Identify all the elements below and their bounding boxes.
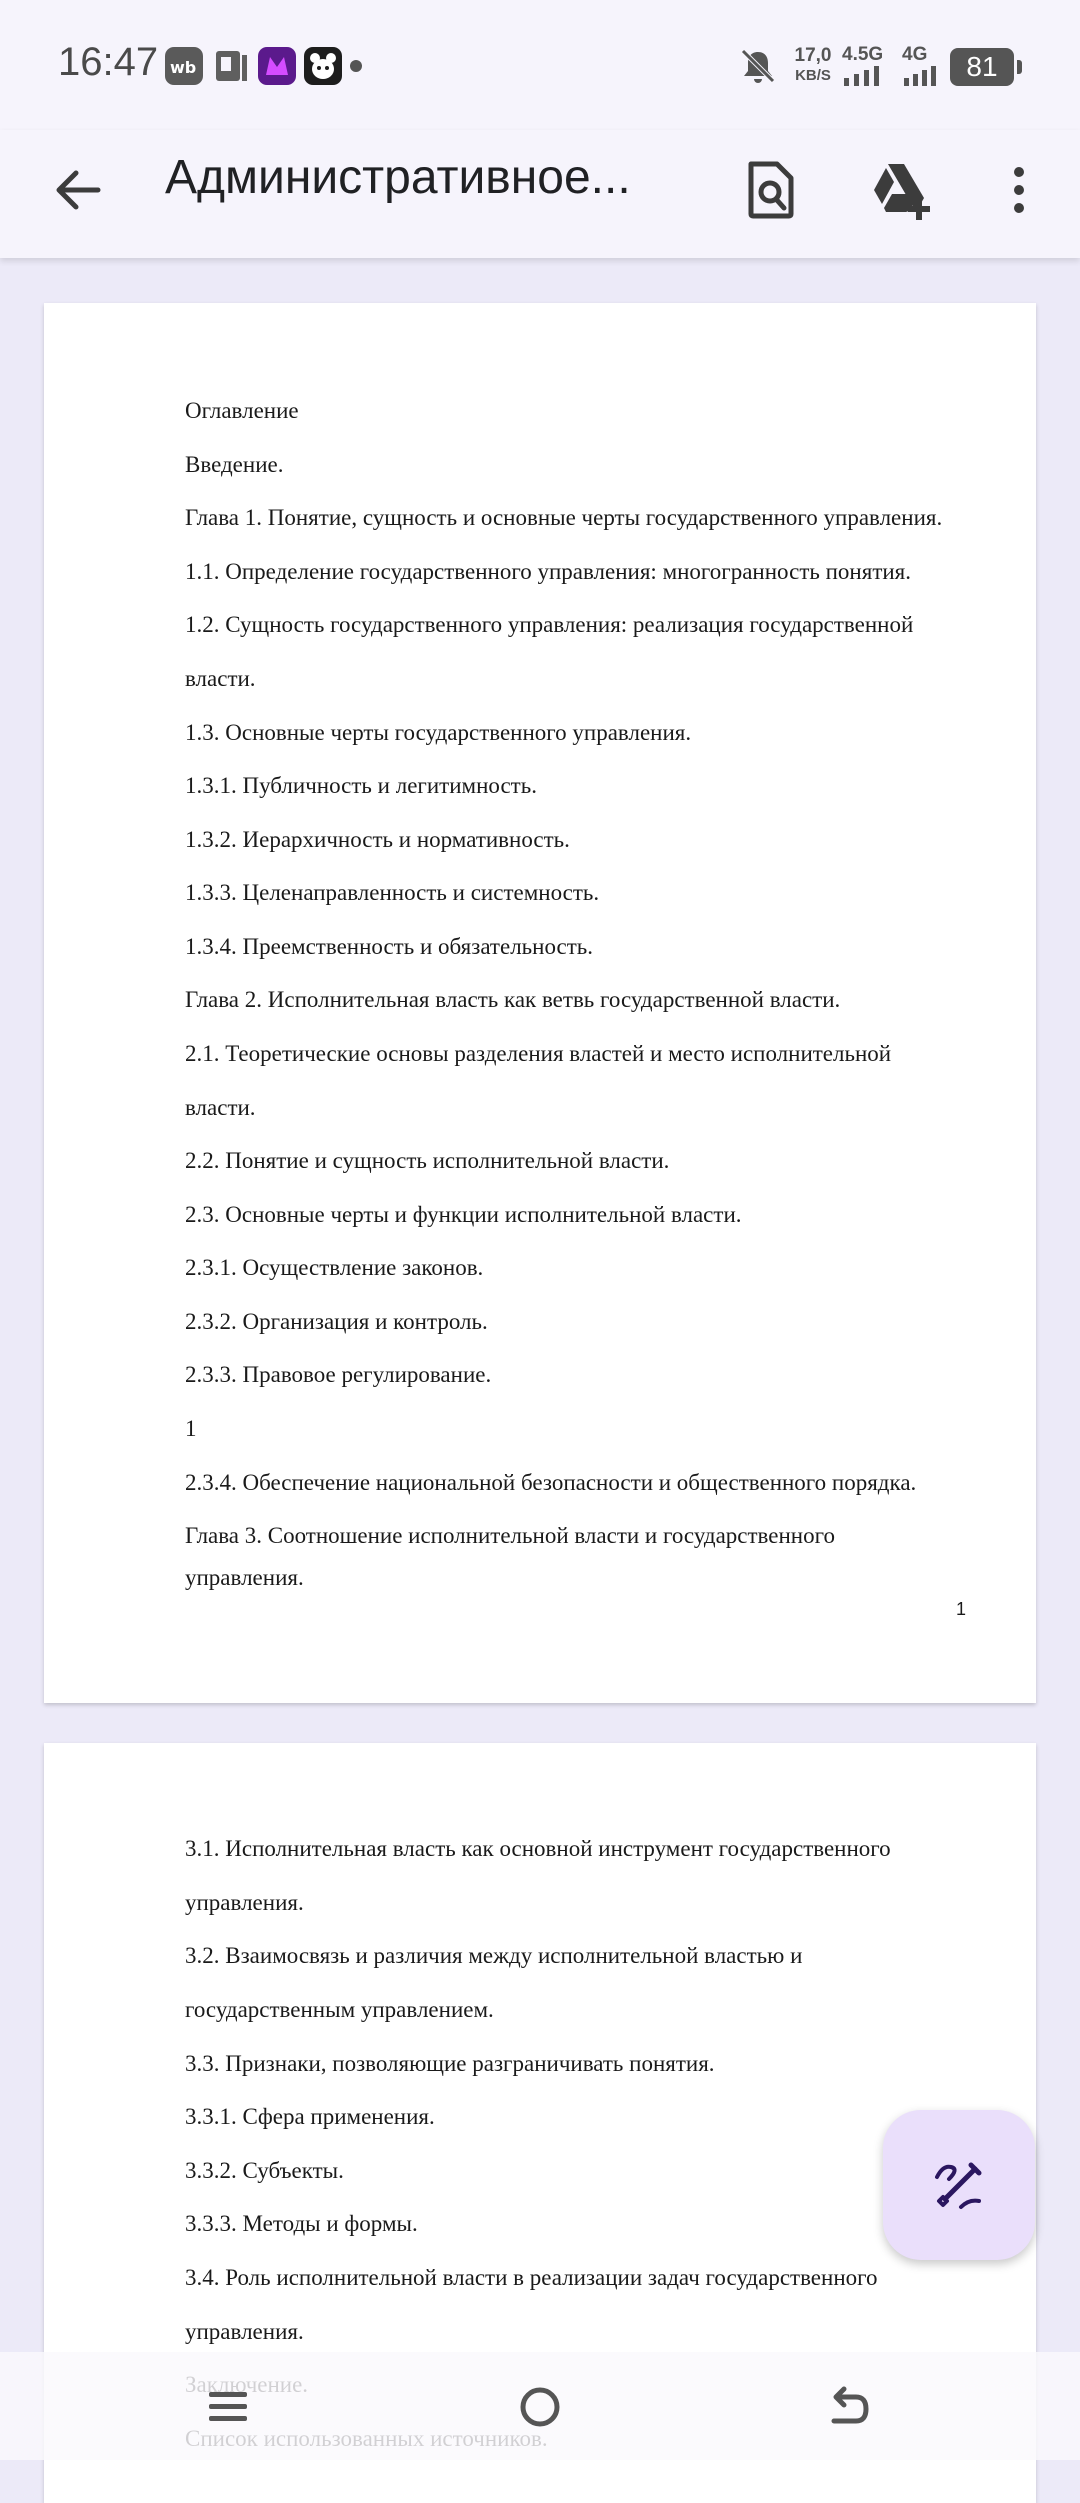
document-title: Административное...: [165, 151, 631, 204]
back-button[interactable]: [38, 150, 118, 230]
toc-line: 2.1. Теоретические основы разделения властей и место исполнительной: [185, 1041, 892, 1066]
toc-line: 2.2. Понятие и сущность исполнительной власти.: [185, 1148, 670, 1173]
edit-document-button[interactable]: [883, 2110, 1035, 2260]
game-app-icon: [258, 47, 296, 85]
status-time: 16:47: [58, 40, 159, 84]
toc-line: 3.1. Исполнительная власть как основной инструмент государственного: [185, 1836, 891, 1861]
signal-1: [842, 44, 890, 91]
home-circle-icon: [518, 2385, 562, 2429]
signal-bars-icon: [842, 66, 890, 86]
toc-line: 1.3.1. Публичность и легитимность.: [185, 773, 537, 798]
wildberries-app-icon: [165, 47, 203, 85]
signal-1-label: 4.5G: [842, 44, 884, 65]
toc-line: Глава 1. Понятие, сущность и основные черты государственного управления.: [185, 505, 943, 530]
toc-line: Введение.: [185, 452, 284, 477]
toc-line: 3.3.1. Сфера применения.: [185, 2104, 435, 2129]
toc-line: 1.3.2. Иерархичность и нормативность.: [185, 827, 570, 852]
toc-line: 2.3.4. Обеспечение национальной безопасности и общественного порядка.: [185, 1470, 917, 1495]
home-button[interactable]: [500, 2372, 580, 2442]
find-in-page-button[interactable]: [731, 150, 811, 230]
add-to-drive-button[interactable]: [862, 150, 942, 230]
toc-line: Глава 3. Соотношение исполнительной власти и государственного: [185, 1523, 835, 1548]
more-vert-icon: [1009, 164, 1029, 216]
find-in-page-icon: [743, 160, 799, 220]
page-number: 1: [956, 1599, 967, 1619]
toc-line: 2.3.1. Осуществление законов.: [185, 1255, 484, 1280]
toc-line: 1.1. Определение государственного управления: многогранность понятия.: [185, 559, 912, 584]
toc-line: 3.4. Роль исполнительной власти в реализации задач государственного: [185, 2265, 878, 2290]
toc-line: власти.: [185, 666, 256, 691]
toc-line: управления.: [185, 1565, 304, 1590]
toc-line: 1.3.4. Преемственность и обязательность.: [185, 934, 594, 959]
toc-line: 3.2. Взаимосвязь и различия между исполнительной властью и: [185, 1943, 803, 1968]
app-bar: [0, 130, 1080, 258]
bear-app-icon: [304, 47, 342, 85]
back-arrow-icon: [824, 2385, 872, 2429]
signal-2: [902, 44, 942, 91]
toc-line: 2.3.3. Правовое регулирование.: [185, 1362, 492, 1387]
toc-line: 2.3.2. Организация и контроль.: [185, 1309, 488, 1334]
toc-line: 3.3.3. Методы и формы.: [185, 2211, 418, 2236]
toc-line: 1.2. Сущность государственного управления: реализация государственной: [185, 612, 914, 637]
notification-dot: [350, 60, 362, 72]
toc-line: власти.: [185, 1095, 256, 1120]
toc-line: 2.3. Основные черты и функции исполнительной власти.: [185, 1202, 742, 1227]
toc-line: государственным управлением.: [185, 1997, 494, 2022]
arrow-back-icon: [52, 164, 104, 216]
document-app-icon: [212, 47, 250, 85]
recents-button[interactable]: [188, 2372, 268, 2442]
network-speed-unit: KB/S: [795, 67, 831, 84]
toc-line: Оглавление: [185, 398, 299, 423]
toc-line: 1.3. Основные черты государственного управления.: [185, 720, 692, 745]
network-speed-value: 17,0: [794, 45, 832, 66]
toc-line: 1: [185, 1416, 197, 1441]
toc-line: 3.3. Признаки, позволяющие разграничивать понятия.: [185, 2051, 715, 2076]
more-options-button[interactable]: [979, 150, 1059, 230]
svg-text:wb: wb: [170, 58, 197, 77]
document-page-1: [44, 303, 1036, 1703]
signal-2-label: 4G: [902, 44, 928, 65]
toc-line: 1.3.3. Целенаправленность и системность.: [185, 880, 600, 905]
toc-line: управления.: [185, 2319, 304, 2344]
edit-pen-icon: [929, 2155, 989, 2215]
menu-lines-icon: [207, 2390, 249, 2424]
toc-line: управления.: [185, 1890, 304, 1915]
system-navigation-bar: [0, 2352, 1080, 2460]
network-speed: [788, 46, 838, 86]
mute-icon: [738, 46, 778, 91]
status-bar: [0, 0, 1080, 130]
toc-line: 3.3.2. Субъекты.: [185, 2158, 344, 2183]
drive-add-icon: [868, 160, 936, 220]
back-nav-button[interactable]: [808, 2372, 888, 2442]
battery-indicator: 81: [950, 48, 1014, 86]
toc-line: Глава 2. Исполнительная власть как ветвь государственной власти.: [185, 987, 841, 1012]
signal-bars-icon: [902, 66, 942, 86]
